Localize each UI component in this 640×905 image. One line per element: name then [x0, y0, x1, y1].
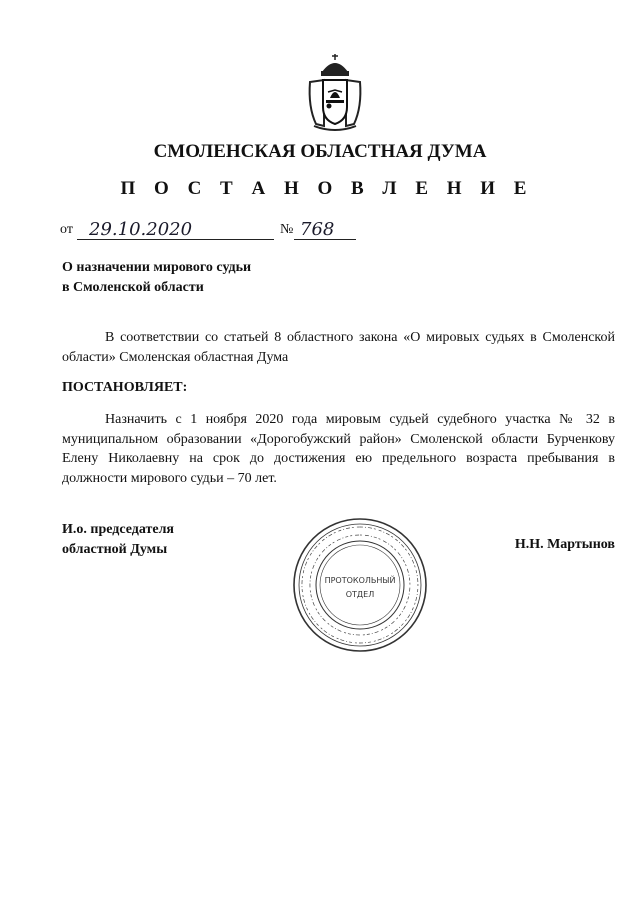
number-field [294, 219, 356, 240]
subject-line-2: в Смоленской области [62, 280, 204, 295]
number-label: № [280, 222, 294, 237]
resolves-heading: ПОСТАНОВЛЯЕТ: [62, 380, 188, 395]
document-subject [62, 258, 251, 298]
signatory-title-line-2: областной Думы [62, 542, 168, 557]
signatory-name: Н.Н. Мартынов [514, 537, 615, 552]
handwritten-number: 768 [300, 219, 335, 240]
stamp-center-line-1: ПРОТОКОЛЬНЫЙ [324, 576, 396, 585]
subject-line-1: О назначении мирового судьи [62, 260, 252, 275]
date-prefix: от [60, 222, 73, 237]
organization-title: СМОЛЕНСКАЯ ОБЛАСТНАЯ ДУМА [153, 141, 487, 162]
signatory-title-line-1: И.о. председателя [62, 522, 175, 537]
preamble-paragraph: В соответствии со статьей 8 областного закона «О мировых судьях в Смоленской области» Смоленская областная Дума [62, 330, 615, 365]
document-type-heading: П О С Т А Н О В Л Е Н И Е [120, 178, 534, 199]
resolution-paragraph: Назначить с 1 ноября 2020 года мировым судьей судебного участка № 32 в муниципальном образовании «Дорогобужский район» Смоленской области Бурченкову Елену Николаевну на срок до достижения ею предельного возраста пребывания в должности мирового судьи – 70 лет. [62, 412, 615, 486]
coat-of-arms-emblem [306, 52, 364, 132]
handwritten-date: 29.10.2020 [89, 219, 193, 240]
date-field [77, 219, 274, 240]
signatory-title [62, 520, 174, 560]
official-stamp [290, 515, 430, 655]
stamp-center-line-2: ОТДЕЛ [345, 590, 375, 599]
